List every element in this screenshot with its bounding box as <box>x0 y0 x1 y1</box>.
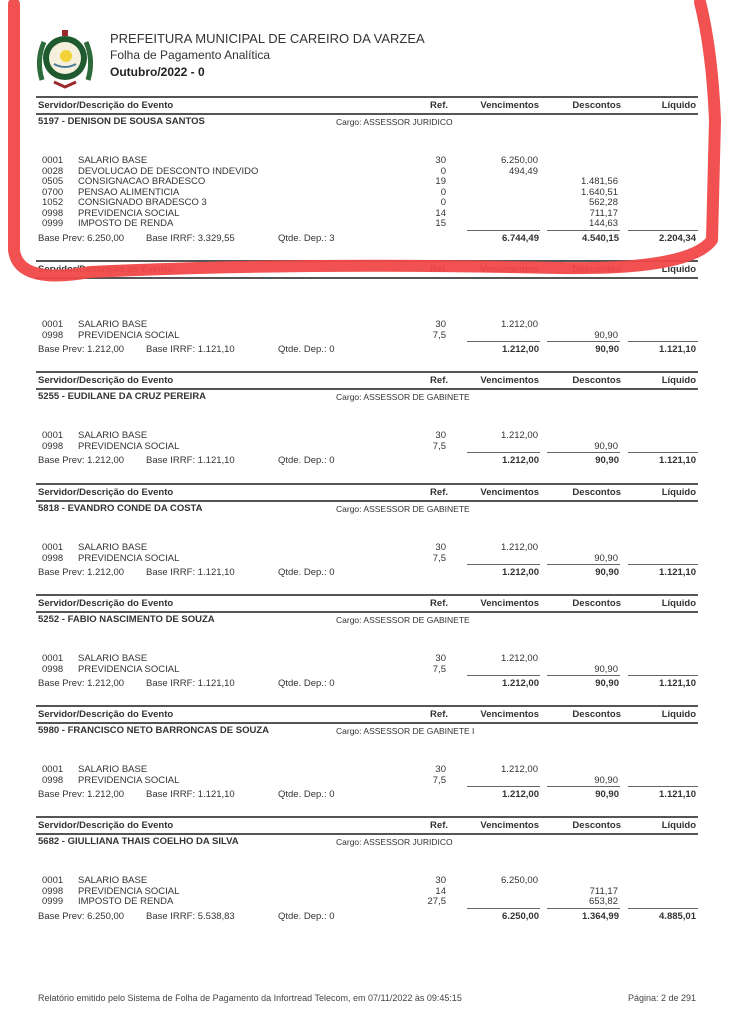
total-divider-line <box>628 452 698 453</box>
base-prev: Base Prev: 1.212,00 <box>38 789 125 800</box>
col-venc-header: Vencimentos <box>480 100 539 111</box>
event-desconto: 562,28 <box>588 197 618 208</box>
event-code: 0001 <box>42 875 64 886</box>
event-description: SALARIO BASE <box>78 764 148 775</box>
event-description: PREVIDENCIA SOCIAL <box>78 885 180 897</box>
event-desconto: 144,63 <box>588 218 618 229</box>
event-code: 0505 <box>42 176 64 187</box>
event-description: PREVIDENCIA SOCIAL <box>78 663 180 675</box>
employee-totals-row <box>36 909 698 923</box>
event-desconto: 1.640,51 <box>581 186 618 198</box>
event-ref: 15 <box>435 218 446 229</box>
total-divider-line <box>547 341 620 342</box>
event-desconto: 1.481,56 <box>581 176 618 187</box>
event-row <box>36 209 698 219</box>
col-liquido-header: Líquido <box>661 100 696 111</box>
total-descontos: 90,90 <box>595 567 619 578</box>
employee-name: 5255 - EUDILANE DA CRUZ PEREIRA <box>38 391 207 402</box>
event-row <box>36 665 698 675</box>
col-ref-header: Ref. <box>430 375 448 386</box>
event-desconto: 653,82 <box>588 896 618 907</box>
event-code: 0001 <box>42 430 64 441</box>
event-ref: 30 <box>435 653 446 664</box>
col-venc-header: Vencimentos <box>480 598 539 609</box>
total-divider-line <box>628 908 698 909</box>
event-code: 0999 <box>42 218 64 229</box>
col-liquido-header: Líquido <box>661 820 696 831</box>
employee-name: 5252 - FABIO NASCIMENTO DE SOUZA <box>38 614 215 625</box>
dependents-count: Qtde. Dep.: 0 <box>278 910 335 922</box>
event-row <box>36 331 698 341</box>
employee-totals-row <box>36 342 698 356</box>
total-divider-line <box>547 786 620 787</box>
total-divider-line <box>467 341 540 342</box>
total-vencimentos: 1.212,00 <box>502 344 539 355</box>
employee-totals-row <box>36 787 698 801</box>
event-vencimento: 1.212,00 <box>501 653 538 664</box>
employee-name: 5682 - GIULLIANA THAIS COELHO DA SILVA <box>38 836 239 847</box>
event-desconto: 90,90 <box>594 774 618 786</box>
employee-cargo: Cargo: ASSESSOR DE GABINETE <box>336 392 470 402</box>
event-description: PREVIDENCIA SOCIAL <box>78 329 180 341</box>
column-header-row <box>36 96 698 115</box>
col-venc-header: Vencimentos <box>480 487 539 498</box>
event-ref: 7,5 <box>432 774 446 786</box>
col-ref-header: Ref. <box>430 820 448 831</box>
event-description: PREVIDENCIA SOCIAL <box>78 552 180 564</box>
event-code: 1052 <box>42 197 64 208</box>
event-code: 0998 <box>42 885 64 897</box>
col-descontos-header: Descontos <box>572 598 621 609</box>
event-row <box>36 442 698 452</box>
event-row <box>36 876 698 886</box>
total-descontos: 4.540,15 <box>582 232 619 244</box>
col-desc-header: Servidor/Descrição do Evento <box>38 709 174 720</box>
col-desc-header: Servidor/Descrição do Evento <box>38 598 174 609</box>
employee-totals-row <box>36 453 698 467</box>
event-code: 0700 <box>42 186 64 198</box>
col-ref-header: Ref. <box>430 264 448 275</box>
total-vencimentos: 1.212,00 <box>502 567 539 578</box>
event-vencimento: 1.212,00 <box>501 430 538 441</box>
event-ref: 30 <box>435 764 446 775</box>
col-ref-header: Ref. <box>430 100 448 111</box>
column-header-row <box>36 594 698 613</box>
base-prev: Base Prev: 1.212,00 <box>38 455 125 466</box>
column-header-row <box>36 483 698 502</box>
event-ref: 7,5 <box>432 329 446 341</box>
total-divider-line <box>467 786 540 787</box>
total-descontos: 90,90 <box>595 455 619 466</box>
total-vencimentos: 1.212,00 <box>502 455 539 466</box>
event-ref: 30 <box>435 155 446 166</box>
column-header-row <box>36 705 698 724</box>
total-divider-line <box>467 908 540 909</box>
column-header-row <box>36 260 698 279</box>
col-liquido-header: Líquido <box>661 487 696 498</box>
total-liquido: 1.121,10 <box>659 344 696 355</box>
report-period: Outubro/2022 - 0 <box>110 65 205 79</box>
event-description: SALARIO BASE <box>78 155 148 166</box>
base-irrf: Base IRRF: 1.121,10 <box>146 789 235 800</box>
employee-cargo: Cargo: ASSESSOR JURIDICO <box>336 117 453 127</box>
total-vencimentos: 1.212,00 <box>502 789 539 800</box>
total-descontos: 90,90 <box>595 344 619 355</box>
total-divider-line <box>467 230 540 231</box>
dependents-count: Qtde. Dep.: 0 <box>278 344 335 355</box>
event-description: SALARIO BASE <box>78 653 148 664</box>
total-divider-line <box>547 908 620 909</box>
event-desconto: 90,90 <box>594 440 618 452</box>
event-ref: 0 <box>440 197 446 208</box>
total-divider-line <box>628 230 698 231</box>
event-vencimento: 1.212,00 <box>501 319 538 330</box>
event-ref: 30 <box>435 430 446 441</box>
event-description: SALARIO BASE <box>78 542 148 553</box>
total-divider-line <box>628 786 698 787</box>
event-row <box>36 887 698 897</box>
event-ref: 19 <box>435 176 446 187</box>
column-header-row <box>36 371 698 390</box>
event-code: 0001 <box>42 155 64 166</box>
report-subtitle: Folha de Pagamento Analítica <box>110 48 271 62</box>
event-row <box>36 198 698 208</box>
total-liquido: 1.121,10 <box>659 455 696 466</box>
col-descontos-header: Descontos <box>572 487 621 498</box>
event-ref: 30 <box>435 542 446 553</box>
col-liquido-header: Líquido <box>661 598 696 609</box>
col-desc-header: Servidor/Descrição do Evento <box>38 820 174 831</box>
base-irrf: Base IRRF: 3.329,55 <box>146 232 235 244</box>
event-code: 0998 <box>42 774 64 786</box>
total-divider-line <box>628 675 698 676</box>
base-irrf: Base IRRF: 1.121,10 <box>146 344 235 355</box>
dependents-count: Qtde. Dep.: 0 <box>278 678 335 689</box>
dependents-count: Qtde. Dep.: 0 <box>278 567 335 578</box>
base-irrf: Base IRRF: 1.121,10 <box>146 567 235 578</box>
col-descontos-header: Descontos <box>572 375 621 386</box>
base-prev: Base Prev: 1.212,00 <box>38 678 125 689</box>
base-irrf: Base IRRF: 1.121,10 <box>146 678 235 689</box>
event-description: PREVIDENCIA SOCIAL <box>78 207 180 219</box>
dependents-count: Qtde. Dep.: 0 <box>278 789 335 800</box>
event-description: IMPOSTO DE RENDA <box>78 218 174 229</box>
event-code: 0001 <box>42 653 64 664</box>
employee-cargo: Cargo: ASSESSOR DE GABINETE I <box>336 726 475 736</box>
event-row <box>36 320 698 330</box>
event-row <box>36 177 698 187</box>
event-description: DEVOLUCAO DE DESCONTO INDEVIDO <box>78 165 259 177</box>
employee-name: 5197 - DENISON DE SOUSA SANTOS <box>38 116 205 127</box>
event-ref: 27,5 <box>427 896 446 907</box>
event-code: 0998 <box>42 663 64 675</box>
col-venc-header: Vencimentos <box>480 375 539 386</box>
event-description: IMPOSTO DE RENDA <box>78 896 174 907</box>
base-irrf: Base IRRF: 5.538,83 <box>146 910 235 922</box>
event-ref: 14 <box>435 207 446 219</box>
total-vencimentos: 6.250,00 <box>502 910 539 922</box>
base-prev: Base Prev: 6.250,00 <box>38 232 125 244</box>
col-venc-header: Vencimentos <box>480 709 539 720</box>
total-divider-line <box>547 230 620 231</box>
event-desconto: 90,90 <box>594 663 618 675</box>
col-ref-header: Ref. <box>430 487 448 498</box>
event-row <box>36 765 698 775</box>
event-row <box>36 654 698 664</box>
event-row <box>36 156 698 166</box>
total-liquido: 1.121,10 <box>659 678 696 689</box>
col-liquido-header: Líquido <box>661 375 696 386</box>
event-code: 0028 <box>42 165 64 177</box>
employee-cargo: Cargo: ASSESSOR DE GABINETE <box>336 615 470 625</box>
event-row <box>36 554 698 564</box>
col-descontos-header: Descontos <box>572 100 621 111</box>
coat-of-arms-logo <box>32 26 98 90</box>
total-vencimentos: 1.212,00 <box>502 678 539 689</box>
event-code: 0001 <box>42 764 64 775</box>
col-liquido-header: Líquido <box>661 709 696 720</box>
event-description: CONSIGNACAO BRADESCO <box>78 176 206 187</box>
event-description: SALARIO BASE <box>78 875 148 886</box>
total-divider-line <box>628 341 698 342</box>
total-descontos: 90,90 <box>595 789 619 800</box>
event-row <box>36 167 698 177</box>
event-desconto: 711,17 <box>589 207 618 219</box>
event-code: 0998 <box>42 552 64 564</box>
employee-totals-row <box>36 676 698 690</box>
page-number: Página: 2 de 291 <box>627 993 696 1003</box>
total-divider-line <box>467 452 540 453</box>
total-divider-line <box>467 564 540 565</box>
col-liquido-header: Líquido <box>661 264 696 275</box>
event-desconto: 90,90 <box>594 329 618 341</box>
base-irrf: Base IRRF: 1.121,10 <box>146 455 235 466</box>
total-divider-line <box>547 675 620 676</box>
total-liquido: 4.885,01 <box>659 910 696 922</box>
col-descontos-header: Descontos <box>572 264 621 275</box>
event-row <box>36 897 698 907</box>
employee-cargo: Cargo: ASSESSOR DE GABINETE <box>336 504 470 514</box>
event-ref: 0 <box>440 165 446 177</box>
total-liquido: 1.121,10 <box>659 789 696 800</box>
total-divider-line <box>547 452 620 453</box>
event-desconto: 90,90 <box>594 552 618 564</box>
base-prev: Base Prev: 6.250,00 <box>38 910 125 922</box>
event-code: 0998 <box>42 329 64 341</box>
total-liquido: 2.204,34 <box>659 232 696 244</box>
event-ref: 0 <box>440 186 446 198</box>
event-desconto: 711,17 <box>589 885 618 897</box>
footer-emission-info: Relatório emitido pelo Sistema de Folha de Pagamento da Infortread Telecom, em 07/11/2022 às 09:45:15 <box>38 993 462 1003</box>
col-descontos-header: Descontos <box>572 820 621 831</box>
dependents-count: Qtde. Dep.: 0 <box>278 455 335 466</box>
base-prev: Base Prev: 1.212,00 <box>38 567 125 578</box>
event-ref: 7,5 <box>432 552 446 564</box>
employee-cargo: Cargo: ASSESSOR JURIDICO <box>336 837 453 847</box>
col-venc-header: Vencimentos <box>480 820 539 831</box>
event-description: PENSAO ALIMENTICIA <box>78 186 180 198</box>
event-row <box>36 188 698 198</box>
total-divider-line <box>628 564 698 565</box>
employee-name: 5818 - EVANDRO CONDE DA COSTA <box>38 503 203 514</box>
event-ref: 7,5 <box>432 440 446 452</box>
column-header-row <box>36 816 698 835</box>
event-row <box>36 543 698 553</box>
event-row <box>36 219 698 229</box>
col-descontos-header: Descontos <box>572 709 621 720</box>
total-liquido: 1.121,10 <box>659 567 696 578</box>
employee-totals-row <box>36 231 698 245</box>
event-code: 0001 <box>42 319 64 330</box>
col-desc-header: Servidor/Descrição do Evento <box>38 375 174 386</box>
total-vencimentos: 6.744,49 <box>502 232 539 244</box>
event-row <box>36 776 698 786</box>
event-description: SALARIO BASE <box>78 430 148 441</box>
col-desc-header: Servidor/Descrição do Evento <box>38 487 174 498</box>
report-title: PREFEITURA MUNICIPAL DE CAREIRO DA VARZEA <box>110 31 425 46</box>
total-descontos: 1.364,99 <box>582 910 619 922</box>
total-descontos: 90,90 <box>595 678 619 689</box>
event-ref: 30 <box>435 319 446 330</box>
event-description: PREVIDENCIA SOCIAL <box>78 774 180 786</box>
event-vencimento: 6.250,00 <box>501 875 538 886</box>
employee-name: 5980 - FRANCISCO NETO BARRONCAS DE SOUZA <box>38 725 270 736</box>
event-code: 0998 <box>42 440 64 452</box>
event-code: 0999 <box>42 896 64 907</box>
base-prev: Base Prev: 1.212,00 <box>38 344 125 355</box>
event-vencimento: 1.212,00 <box>501 542 538 553</box>
total-divider-line <box>547 564 620 565</box>
event-ref: 7,5 <box>432 663 446 675</box>
total-divider-line <box>467 675 540 676</box>
event-vencimento: 1.212,00 <box>501 764 538 775</box>
col-venc-header: Vencimentos <box>480 264 539 275</box>
event-description: PREVIDENCIA SOCIAL <box>78 440 180 452</box>
event-ref: 14 <box>435 885 446 897</box>
event-vencimento: 6.250,00 <box>501 155 538 166</box>
report-header <box>32 26 712 90</box>
dependents-count: Qtde. Dep.: 3 <box>278 232 335 244</box>
col-ref-header: Ref. <box>430 598 448 609</box>
event-description: SALARIO BASE <box>78 319 148 330</box>
event-vencimento: 494,49 <box>508 165 538 177</box>
employee-totals-row <box>36 565 698 579</box>
event-row <box>36 431 698 441</box>
event-description: CONSIGNADO BRADESCO 3 <box>78 197 207 208</box>
event-ref: 30 <box>435 875 446 886</box>
col-desc-header: Servidor/Descrição do Evento <box>38 100 174 111</box>
col-desc-header: Servidor/Descrição do Evento <box>38 264 174 275</box>
col-ref-header: Ref. <box>430 709 448 720</box>
event-code: 0998 <box>42 207 64 219</box>
event-code: 0001 <box>42 542 64 553</box>
